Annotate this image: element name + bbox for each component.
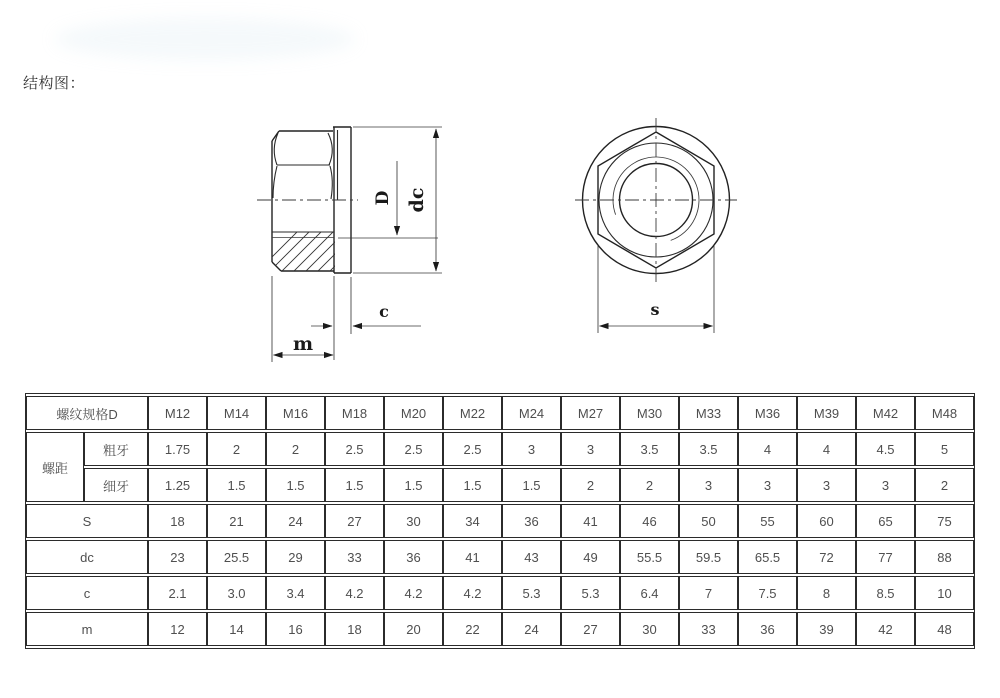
fine-pitch-value: 1.5 <box>325 468 384 502</box>
value-cell-S: 30 <box>384 504 443 538</box>
column-header: M48 <box>915 396 974 430</box>
dimension-flange-diameter <box>353 127 442 273</box>
column-header: M30 <box>620 396 679 430</box>
value-cell-dc: 49 <box>561 540 620 574</box>
column-header: M12 <box>148 396 207 430</box>
value-cell-c: 7 <box>679 576 738 610</box>
bore-section <box>272 232 334 238</box>
value-cell-c: 7.5 <box>738 576 797 610</box>
value-cell-dc: 43 <box>502 540 561 574</box>
value-cell-S: 18 <box>148 504 207 538</box>
coarse-pitch-value: 4 <box>738 432 797 466</box>
coarse-pitch-value: 5 <box>915 432 974 466</box>
value-cell-dc: 33 <box>325 540 384 574</box>
row-label-dc: dc <box>26 540 148 574</box>
fine-pitch-value: 1.5 <box>384 468 443 502</box>
column-header: M33 <box>679 396 738 430</box>
fine-pitch-value: 1.5 <box>443 468 502 502</box>
value-cell-c: 3.0 <box>207 576 266 610</box>
value-cell-m: 33 <box>679 612 738 646</box>
dimension-label-dc: dc <box>406 187 428 213</box>
fine-pitch-value: 2 <box>620 468 679 502</box>
value-cell-m: 42 <box>856 612 915 646</box>
fine-pitch-value: 3 <box>679 468 738 502</box>
value-cell-m: 18 <box>325 612 384 646</box>
coarse-pitch-value: 3.5 <box>620 432 679 466</box>
value-cell-m: 24 <box>502 612 561 646</box>
coarse-pitch-value: 3 <box>502 432 561 466</box>
value-cell-S: 65 <box>856 504 915 538</box>
page-title: 结构图： <box>23 75 86 92</box>
fine-pitch-label: 细牙 <box>84 468 148 502</box>
dimension-across-flats <box>598 246 714 333</box>
value-cell-S: 50 <box>679 504 738 538</box>
value-cell-dc: 23 <box>148 540 207 574</box>
coarse-pitch-value: 3.5 <box>679 432 738 466</box>
column-header: M27 <box>561 396 620 430</box>
column-header: M16 <box>266 396 325 430</box>
dimension-nut-height <box>272 276 333 362</box>
value-cell-S: 36 <box>502 504 561 538</box>
value-cell-dc: 59.5 <box>679 540 738 574</box>
coarse-pitch-label: 粗牙 <box>84 432 148 466</box>
value-cell-dc: 29 <box>266 540 325 574</box>
coarse-pitch-value: 3 <box>561 432 620 466</box>
value-cell-S: 41 <box>561 504 620 538</box>
coarse-pitch-value: 4 <box>797 432 856 466</box>
value-cell-m: 20 <box>384 612 443 646</box>
fine-pitch-value: 1.5 <box>266 468 325 502</box>
value-cell-m: 22 <box>443 612 502 646</box>
value-cell-dc: 77 <box>856 540 915 574</box>
fine-pitch-value: 3 <box>856 468 915 502</box>
value-cell-S: 27 <box>325 504 384 538</box>
value-cell-dc: 36 <box>384 540 443 574</box>
row-label-c: c <box>26 576 148 610</box>
dimension-label-m: m <box>292 333 314 355</box>
dimension-label-c: c <box>379 302 389 321</box>
spec-table <box>25 393 975 649</box>
value-cell-c: 4.2 <box>384 576 443 610</box>
coarse-pitch-value: 4.5 <box>856 432 915 466</box>
dimension-label-D: D <box>373 190 393 206</box>
column-header: M22 <box>443 396 502 430</box>
fine-pitch-value: 2 <box>561 468 620 502</box>
value-cell-dc: 55.5 <box>620 540 679 574</box>
value-cell-m: 36 <box>738 612 797 646</box>
value-cell-c: 8.5 <box>856 576 915 610</box>
value-cell-dc: 41 <box>443 540 502 574</box>
value-cell-dc: 88 <box>915 540 974 574</box>
fine-pitch-value: 2 <box>915 468 974 502</box>
value-cell-dc: 25.5 <box>207 540 266 574</box>
row-label-S: S <box>26 504 148 538</box>
dimension-flange-thickness <box>311 276 421 360</box>
value-cell-c: 6.4 <box>620 576 679 610</box>
value-cell-m: 12 <box>148 612 207 646</box>
value-cell-dc: 72 <box>797 540 856 574</box>
coarse-pitch-value: 2.5 <box>384 432 443 466</box>
fine-pitch-value: 3 <box>797 468 856 502</box>
column-header: M14 <box>207 396 266 430</box>
fine-pitch-value: 3 <box>738 468 797 502</box>
coarse-pitch-value: 2 <box>266 432 325 466</box>
value-cell-c: 8 <box>797 576 856 610</box>
fine-pitch-value: 1.5 <box>207 468 266 502</box>
value-cell-c: 4.2 <box>443 576 502 610</box>
value-cell-S: 75 <box>915 504 974 538</box>
coarse-pitch-value: 1.75 <box>148 432 207 466</box>
value-cell-c: 10 <box>915 576 974 610</box>
value-cell-m: 27 <box>561 612 620 646</box>
value-cell-m: 16 <box>266 612 325 646</box>
spec-header-label: 螺纹规格D <box>26 396 148 430</box>
coarse-pitch-value: 2.5 <box>443 432 502 466</box>
fine-pitch-value: 1.5 <box>502 468 561 502</box>
value-cell-S: 55 <box>738 504 797 538</box>
dimension-label-s: s <box>650 300 660 319</box>
column-header: M24 <box>502 396 561 430</box>
value-cell-S: 60 <box>797 504 856 538</box>
column-header: M20 <box>384 396 443 430</box>
coarse-pitch-value: 2.5 <box>325 432 384 466</box>
row-label-m: m <box>26 612 148 646</box>
top-view <box>575 118 737 333</box>
pitch-row-label: 螺距 <box>26 432 84 502</box>
value-cell-m: 39 <box>797 612 856 646</box>
value-cell-m: 30 <box>620 612 679 646</box>
value-cell-m: 48 <box>915 612 974 646</box>
fine-pitch-value: 1.25 <box>148 468 207 502</box>
value-cell-c: 2.1 <box>148 576 207 610</box>
value-cell-S: 34 <box>443 504 502 538</box>
value-cell-dc: 65.5 <box>738 540 797 574</box>
column-header: M36 <box>738 396 797 430</box>
column-header: M18 <box>325 396 384 430</box>
side-section-view <box>252 127 442 362</box>
column-header: M42 <box>856 396 915 430</box>
value-cell-c: 4.2 <box>325 576 384 610</box>
column-header: M39 <box>797 396 856 430</box>
value-cell-S: 24 <box>266 504 325 538</box>
value-cell-c: 3.4 <box>266 576 325 610</box>
value-cell-S: 46 <box>620 504 679 538</box>
value-cell-S: 21 <box>207 504 266 538</box>
value-cell-c: 5.3 <box>502 576 561 610</box>
coarse-pitch-value: 2 <box>207 432 266 466</box>
value-cell-m: 14 <box>207 612 266 646</box>
value-cell-c: 5.3 <box>561 576 620 610</box>
